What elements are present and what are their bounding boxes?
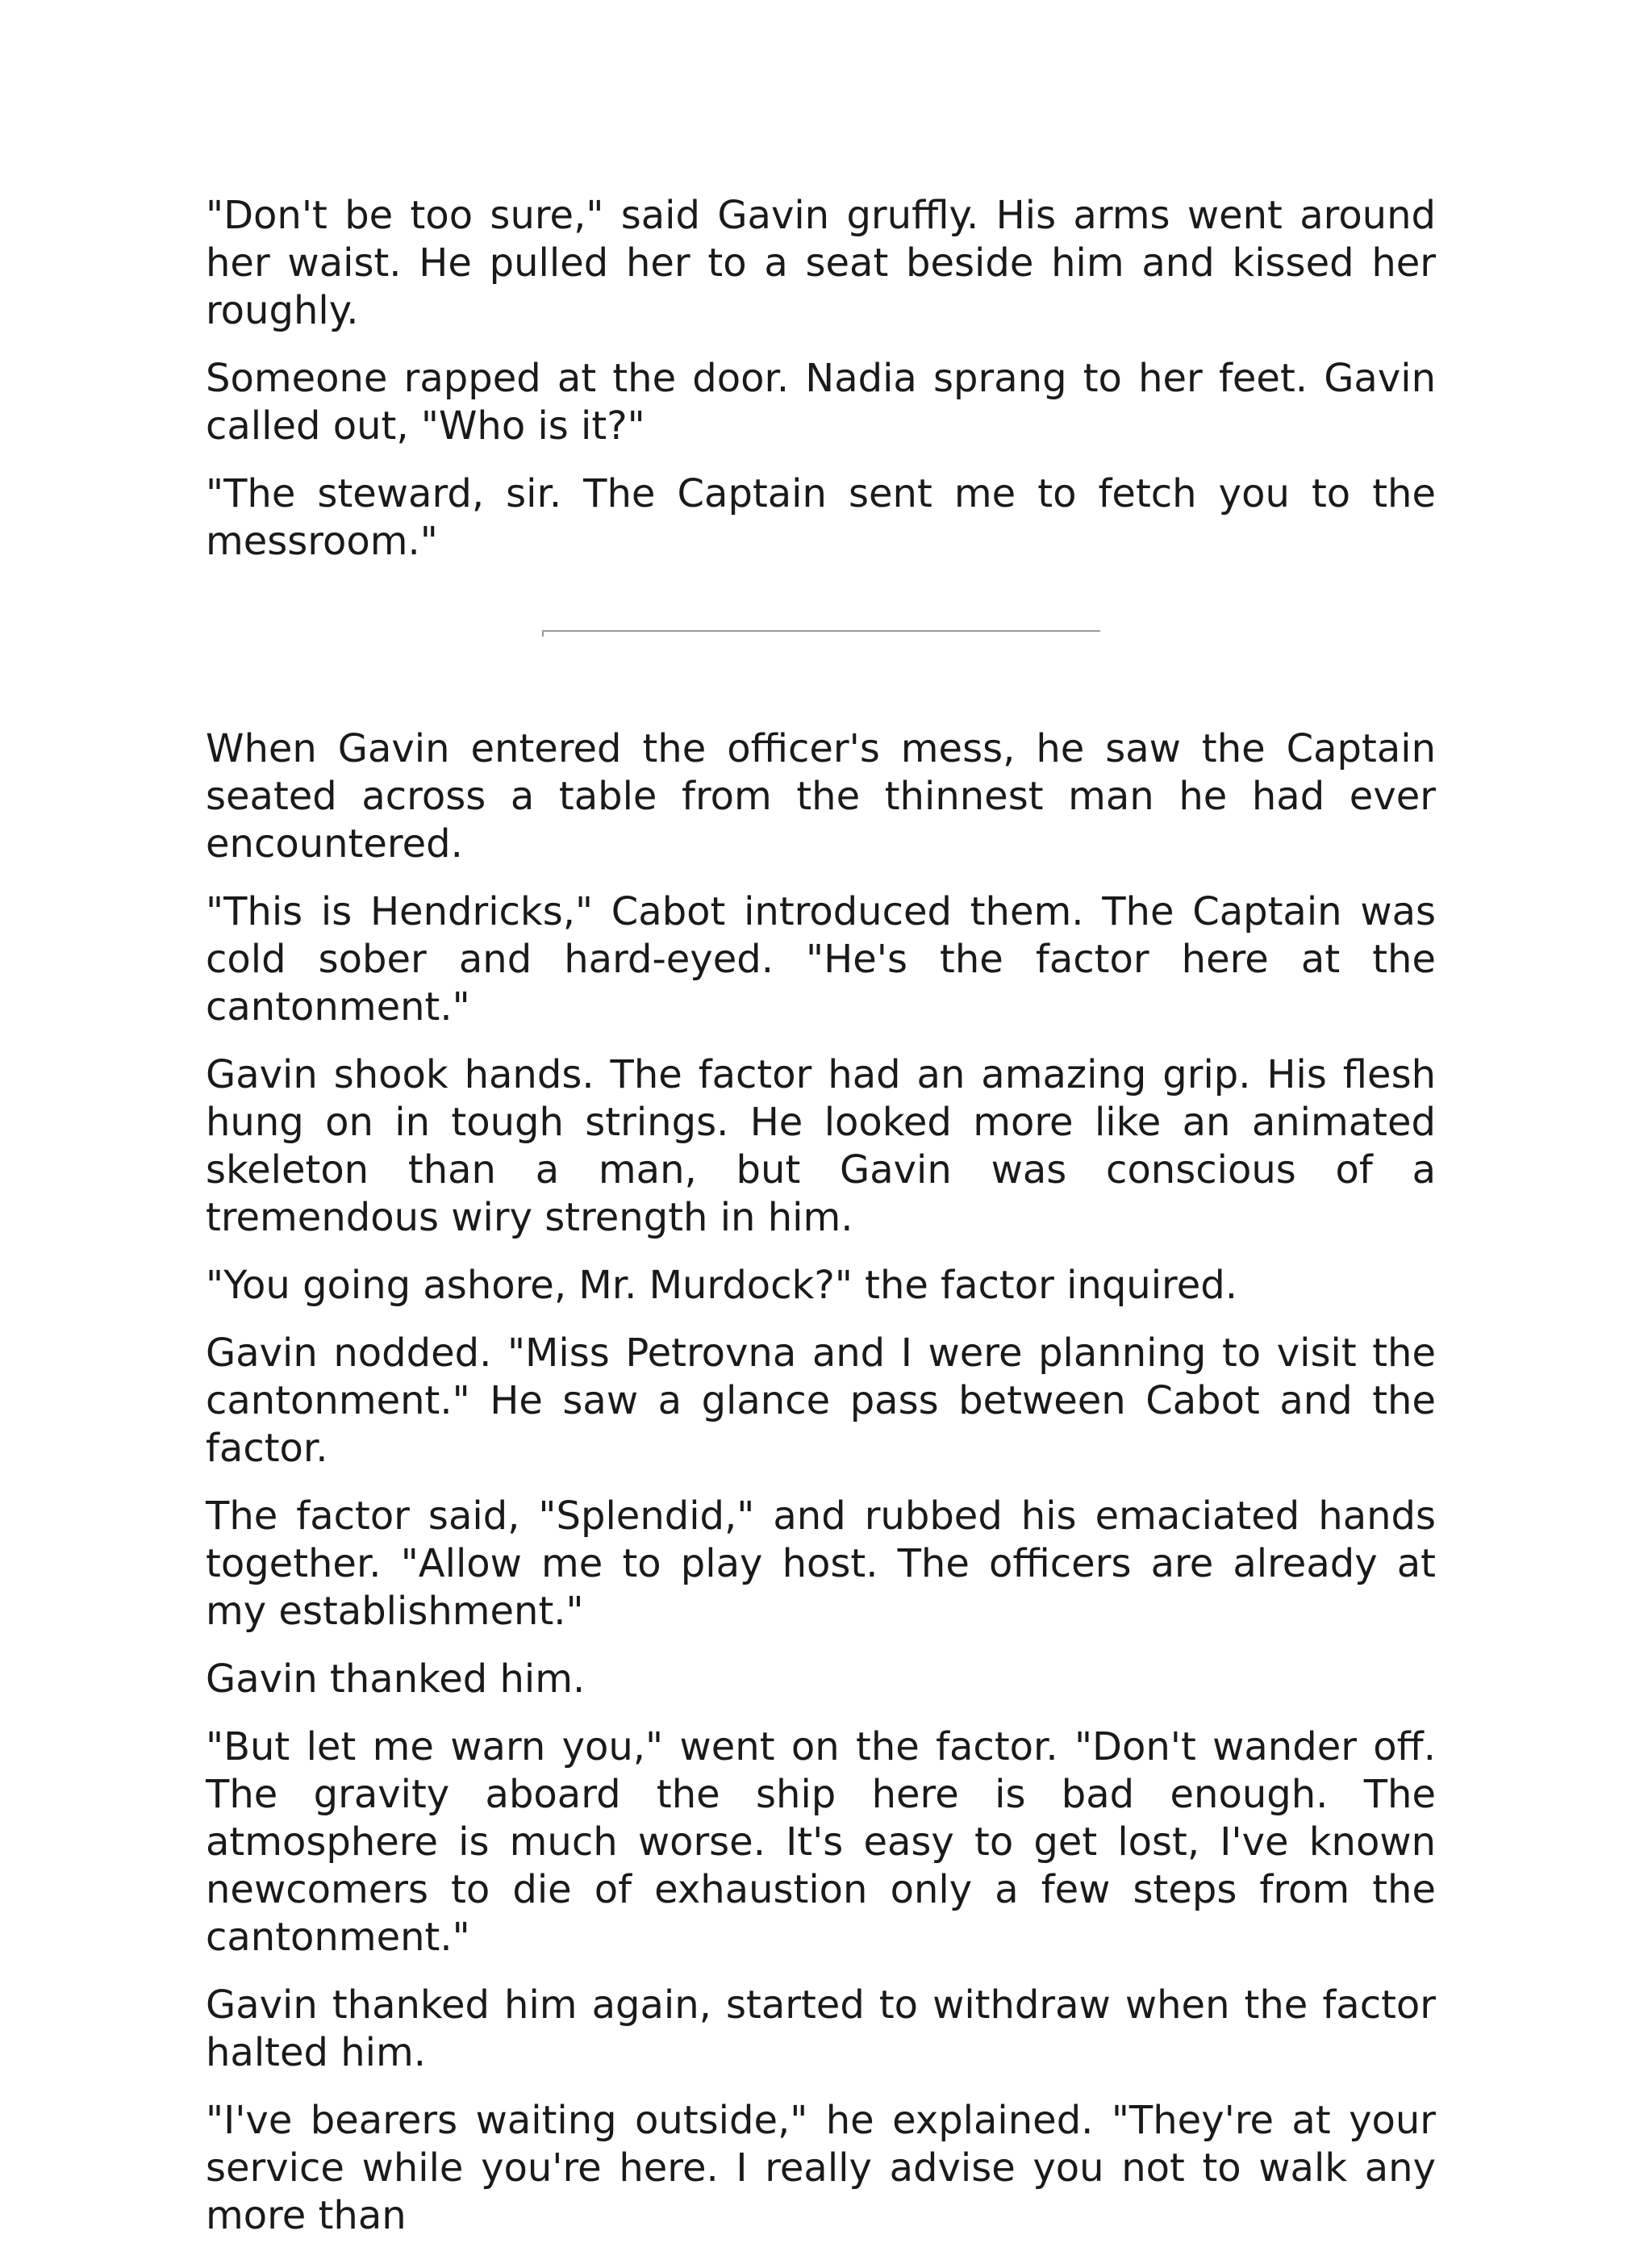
paragraph: Gavin nodded. "Miss Petrovna and I were planning to visit the cantonment." He saw a glance pass between Cabot and the factor. <box>206 1331 1436 1471</box>
paragraph: Gavin thanked him again, started to withdraw when the factor halted him. <box>206 1982 1436 2075</box>
paragraph: The factor said, "Splendid," and rubbed his emaciated hands together. "Allow me to play host. The officers are already at my establishment." <box>206 1493 1436 1634</box>
paragraph: When Gavin entered the officer's mess, he saw the Captain seated across a table from the thinnest man he had ever encountered. <box>206 726 1436 867</box>
paragraph: "But let me warn you," went on the factor. "Don't wander off. The gravity aboard the ship here is bad enough. The atmosphere is much worse. It's easy to get lost, I've known newcomers to die of exhaustion only a few steps from the cantonment." <box>206 1724 1436 1960</box>
paragraph: "I've bearers waiting outside," he explained. "They're at your service while you're here. I really advise you not to walk any more than <box>206 2098 1436 2238</box>
paragraph: Gavin shook hands. The factor had an amazing grip. His flesh hung on in tough strings. He looked more like an animated skeleton than a man, but Gavin was conscious of a tremendous wiry strength in him. <box>206 1052 1436 1240</box>
scene-break-divider <box>542 630 1100 637</box>
paragraph: "You going ashore, Mr. Murdock?" the factor inquired. <box>206 1263 1237 1308</box>
paragraph: Gavin thanked him. <box>206 1656 586 1702</box>
document-page <box>206 192 1436 2260</box>
paragraph: Someone rapped at the door. Nadia sprang to her feet. Gavin called out, "Who is it?" <box>206 356 1436 449</box>
paragraph: "This is Hendricks," Cabot introduced them. The Captain was cold sober and hard-eyed. "He's the factor here at the cantonment." <box>206 889 1436 1030</box>
paragraph: "Don't be too sure," said Gavin gruffly. His arms went around her waist. He pulled her to a seat beside him and kissed her roughly. <box>206 193 1436 333</box>
paragraph: "The steward, sir. The Captain sent me to fetch you to the messroom." <box>206 471 1436 564</box>
